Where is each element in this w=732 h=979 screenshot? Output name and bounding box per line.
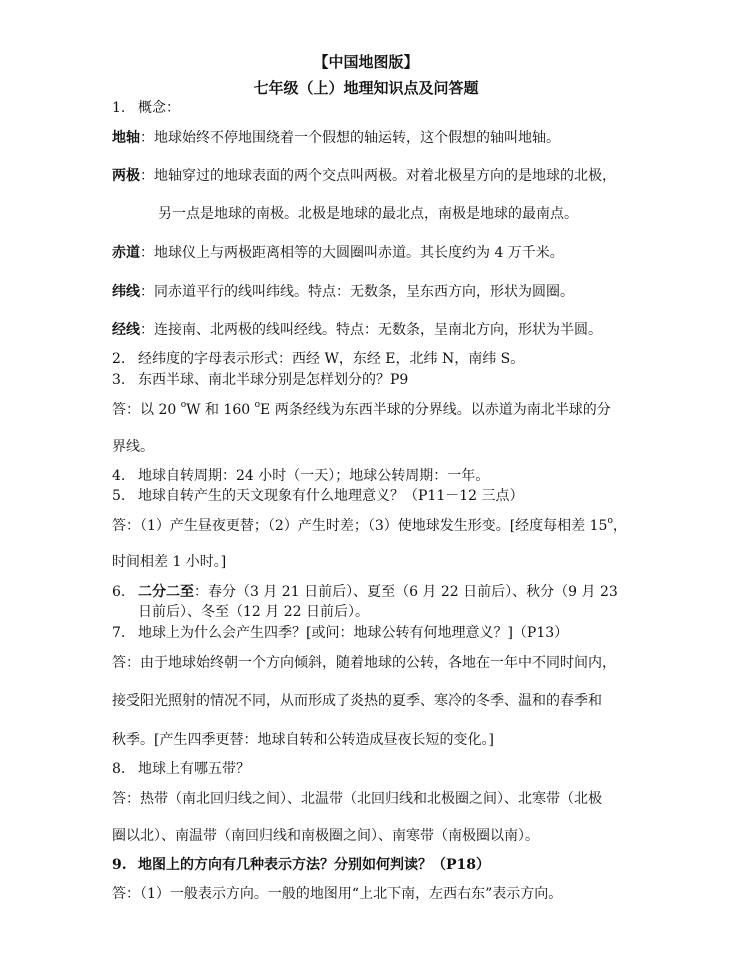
item-text: 地球自转周期：24 小时（一天）；地球公转周期：一年。	[138, 468, 490, 484]
answer-8-line-1: 答：热带（南北回归线之间）、北温带（北回归线和北极圈之间）、北寒带（北极	[112, 791, 602, 807]
item-number: 7.	[112, 625, 126, 641]
definition-latitude	[112, 282, 574, 302]
definition-poles	[112, 166, 616, 186]
degree-mark: o	[254, 400, 261, 411]
answer-5-continued: 时间相差 1 小时。]	[112, 554, 227, 570]
answer-7-line-2: 接受阳光照射的情况不同，从而形成了炎热的夏季、寒冷的冬季、温和的春季和	[112, 693, 602, 709]
answer-7-line-3: 秋季。[产生四季更替：地球自转和公转造成昼夜长短的变化。]	[112, 732, 494, 748]
item-number: 4.	[112, 468, 126, 484]
definition-text: ：地轴穿过的地球表面的两个交点叫两极。对着北极星方向的是地球的北极，	[140, 168, 616, 184]
answer-text: ，	[612, 518, 627, 534]
item-text: 概念：	[138, 100, 180, 116]
item-number: 5.	[112, 488, 126, 504]
definition-longitude	[112, 320, 602, 340]
item-5	[112, 486, 524, 506]
item-text: 东西半球、南北半球分别是怎样划分的？P9	[138, 372, 409, 388]
item-3	[112, 370, 408, 390]
definition-axis	[112, 128, 560, 148]
answer-text: W 和 160	[186, 402, 255, 418]
item-number: 8.	[112, 761, 126, 777]
answer-9-line-1: 答：（1）一般表示方向。一般的地图用“上北下南，左西右东”表示方向。	[112, 886, 563, 902]
item-text: 经纬度的字母表示形式：西经 W，东经 E，北纬 N，南纬 S。	[138, 351, 525, 367]
term-label: 经线	[112, 322, 140, 338]
degree-mark: o	[180, 400, 187, 411]
item-number: 1.	[112, 100, 126, 116]
item-number: 3.	[112, 372, 126, 388]
answer-3	[112, 400, 611, 420]
answer-text: 答：（1）产生昼夜更替；（2）产生时差；（3）使地球发生形变。[经度每相差 15	[112, 518, 608, 534]
definition-poles-continued: 另一点是地球的南极。北极是地球的最北点，南极是地球的最南点。	[158, 206, 578, 222]
definition-text: ：地球始终不停地围绕着一个假想的轴运转，这个假想的轴叫地轴。	[140, 130, 560, 146]
answer-text: E 两条经线为东西半球的分界线。以赤道为南北半球的分	[260, 402, 611, 418]
definition-equator	[112, 243, 564, 263]
document-title: 【中国地图版】	[313, 53, 419, 71]
item-6	[112, 582, 618, 602]
degree-mark: o	[607, 516, 613, 527]
term-label: 地轴	[112, 130, 140, 146]
item-4	[112, 466, 489, 486]
definition-text: ：同赤道平行的线叫纬线。特点：无数条，呈东西方向，形状为圆圈。	[140, 284, 574, 300]
item-text: 地球上为什么会产生四季？[或问：地球公转有何地理意义？]（P13）	[138, 625, 569, 641]
item-7	[112, 623, 568, 643]
term-label: 两极	[112, 168, 140, 184]
item-text: ：春分（3 月 21 日前后）、夏至（6 月 22 日前后）、秋分（9 月 23	[194, 584, 618, 600]
answer-5	[112, 516, 627, 536]
document-subtitle: 七年级（上）地理知识点及问答题	[253, 79, 479, 97]
answer-3-continued: 界线。	[112, 439, 154, 455]
item-text: 地球自转产生的天文现象有什么地理意义？（P11－12 三点）	[138, 488, 524, 504]
item-number: 6.	[112, 584, 126, 600]
item-9	[112, 855, 490, 875]
item-1	[112, 98, 180, 118]
item-2	[112, 349, 524, 369]
item-number: 2.	[112, 351, 126, 367]
item-number: 9.	[112, 857, 127, 873]
answer-7-line-1: 答：由于地球始终朝一个方向倾斜，随着地球的公转，各地在一年中不同时间内，	[112, 655, 616, 671]
term-label: 二分二至	[138, 584, 194, 600]
item-text: 地图上的方向有几种表示方法？分别如何判读？（P18）	[138, 857, 491, 873]
item-text: 地球上有哪五带？	[138, 761, 250, 777]
item-8	[112, 759, 250, 779]
definition-text: ：地球仪上与两极距离相等的大圆圈叫赤道。其长度约为 4 万千米。	[140, 245, 564, 261]
term-label: 纬线	[112, 284, 140, 300]
definition-text: ：连接南、北两极的线叫经线。特点：无数条，呈南北方向，形状为半圆。	[140, 322, 602, 338]
answer-8-line-2: 圈以北）、南温带（南回归线和南极圈之间）、南寒带（南极圈以南）。	[112, 828, 539, 844]
answer-text: 答：以 20	[112, 402, 181, 418]
item-6-continued: 日前后）、冬至（12 月 22 日前后）。	[138, 604, 369, 620]
term-label: 赤道	[112, 245, 140, 261]
